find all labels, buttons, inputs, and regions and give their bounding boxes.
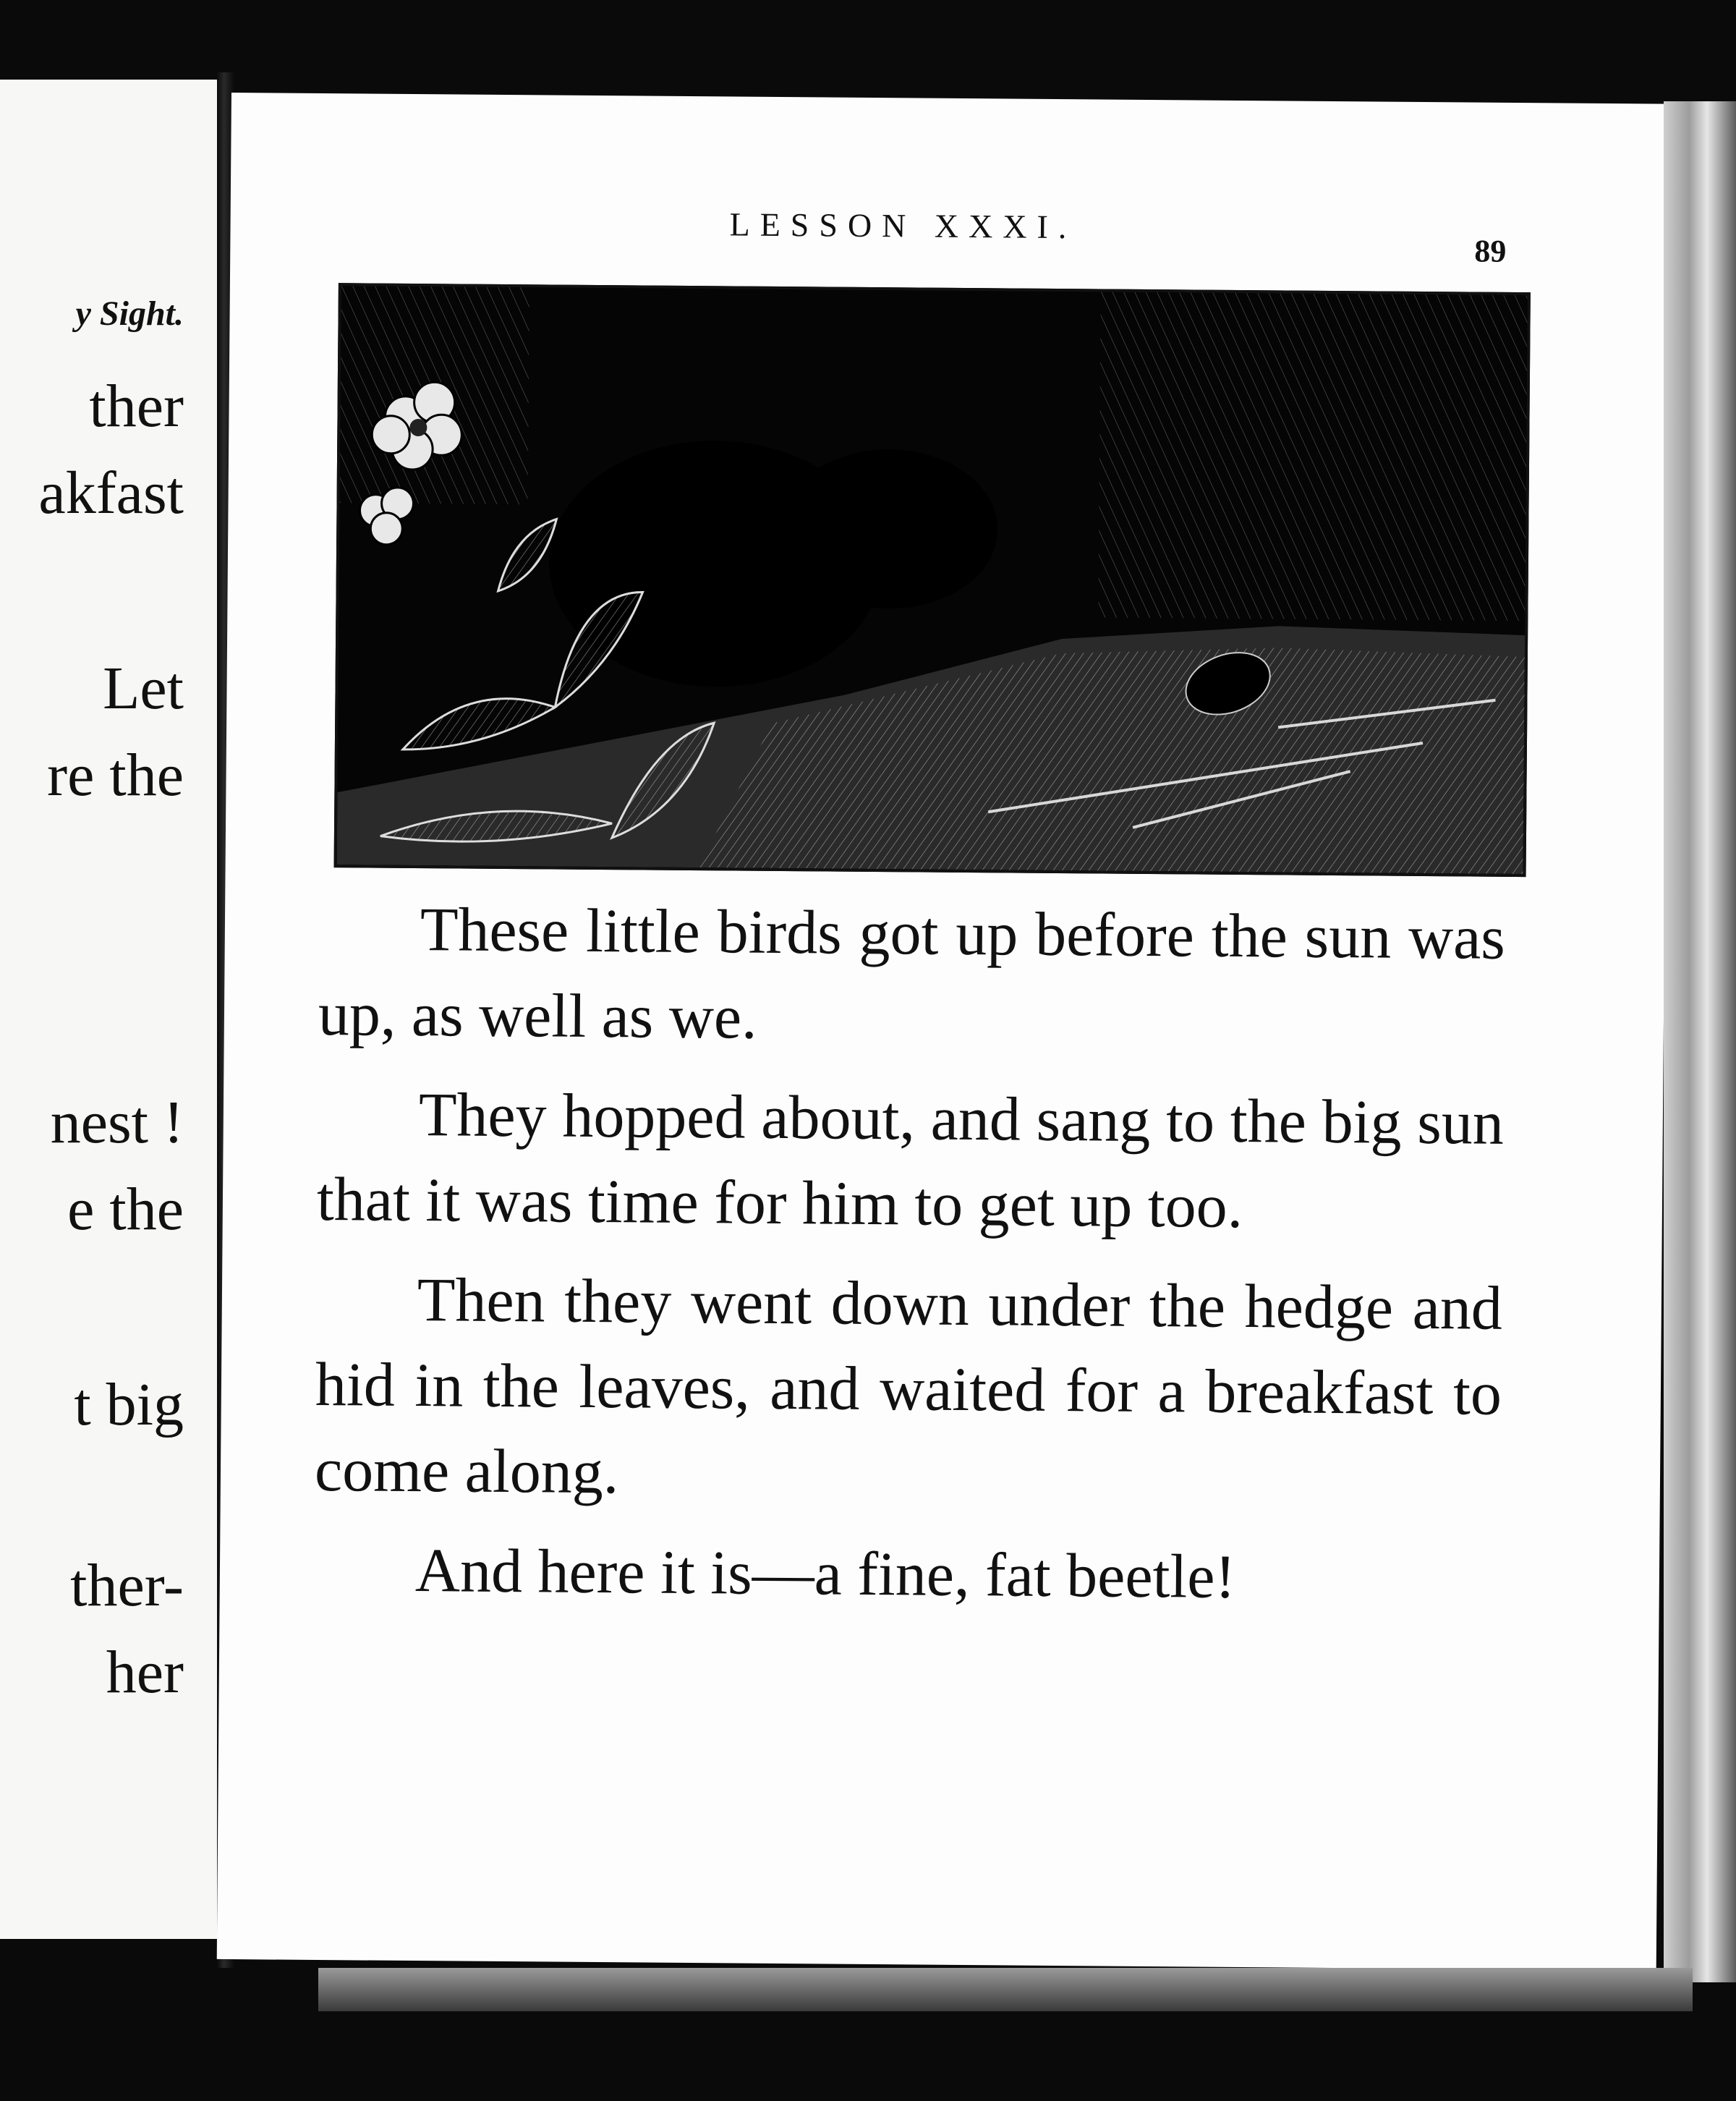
paragraph: These little birds got up before the sun was up, as well as we. [318, 894, 1506, 1052]
previous-page-text-fragment: nest ! [50, 1089, 184, 1156]
previous-page-text-fragment: her [106, 1639, 184, 1706]
engraving-birds-beetle-icon [337, 286, 1528, 874]
lesson-text [313, 886, 1505, 1636]
previous-page-heading-fragment: y Sight. [75, 294, 184, 333]
previous-page-text-fragment: re the [47, 742, 184, 809]
engraving-illustration [334, 283, 1531, 877]
current-page [217, 93, 1671, 1971]
previous-page-text-fragment: akfast [38, 459, 184, 527]
previous-page-text-fragment: t big [74, 1371, 184, 1438]
paragraph: And here it is—a fine, fat beetle! [414, 1535, 1236, 1611]
previous-page-text-fragment: Let [103, 655, 184, 722]
running-head: LESSON XXXI. [729, 205, 1077, 246]
page-number: 89 [1474, 233, 1507, 269]
previous-page-text-fragment: e the [67, 1176, 184, 1243]
paragraph: They hopped about, and sang to the big sun that it was time for him to get up too. [316, 1079, 1505, 1242]
previous-page-text-fragment: ther [89, 373, 184, 440]
previous-page [0, 80, 217, 1939]
book-bottom-edge [318, 1968, 1693, 2011]
book-right-edge [1664, 101, 1736, 1982]
previous-page-text-fragment: ther- [70, 1552, 184, 1619]
paragraph: Then they went down under the hedge and hid in the leaves, and waited for a breakfast to come along. [314, 1265, 1503, 1507]
